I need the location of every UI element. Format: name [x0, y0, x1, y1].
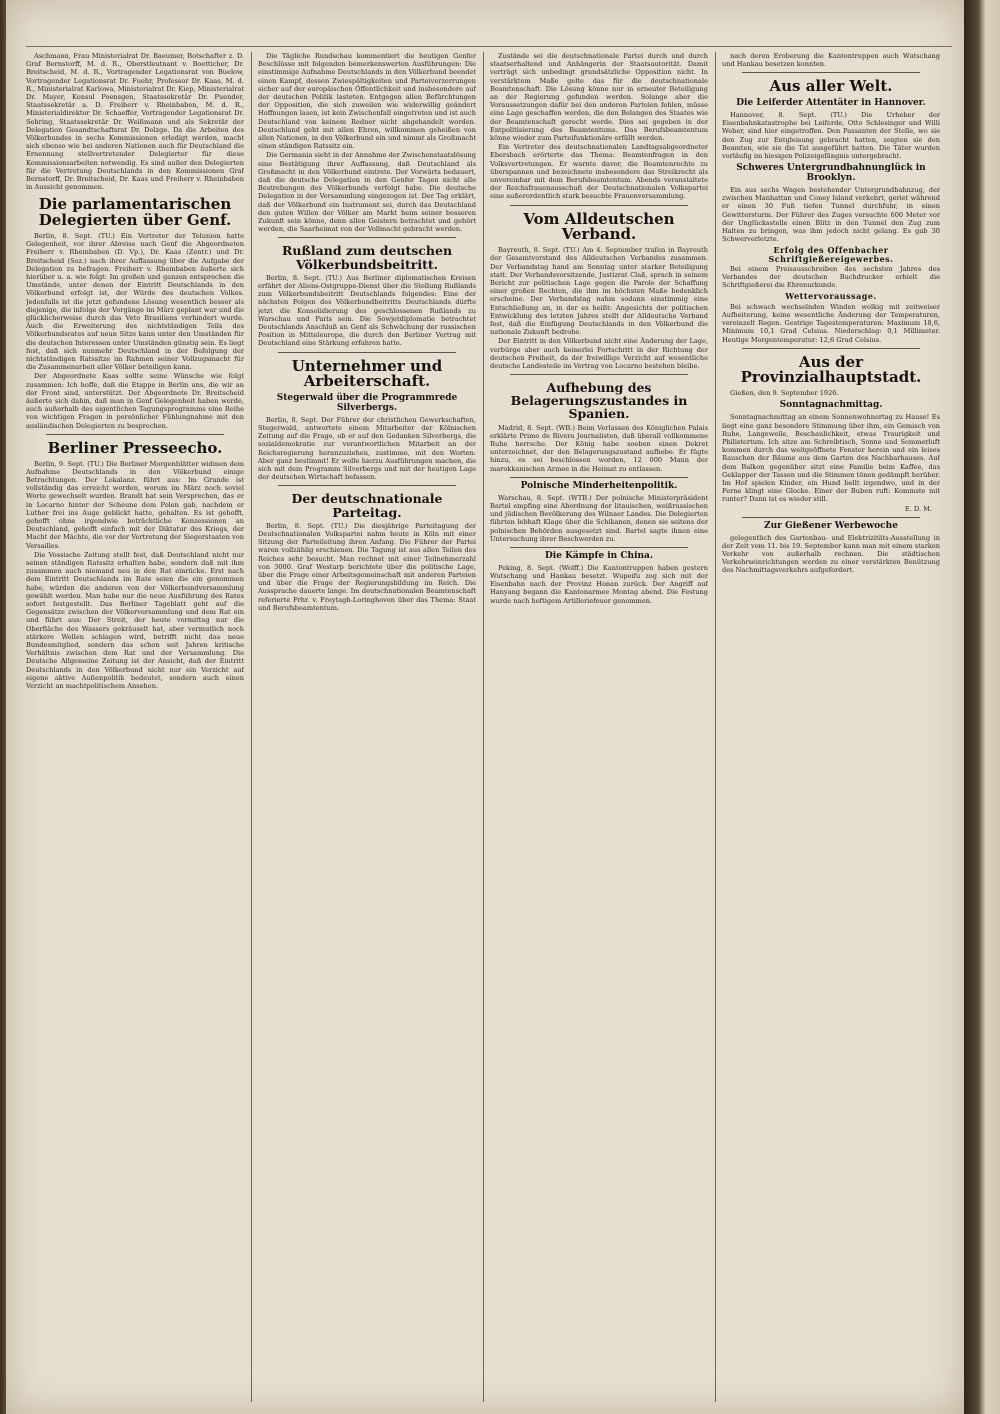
article-text: Ein aus sechs Wagen bestehender Untergrundbahnzug, der zwischen Manhattan und Coney Island verkehrt, geriet während er einen 30 Fuß tiefen Tunnel durchfuhr, in einen Gewittersturm. Der Führer des Zuges versuchte 600 Meter vor der Unglücksstelle einen Blitz in den Tunnel den Zug zum Halten zu bringen, was ihm jedoch nicht gelang. Es gab 30 Schwerverletzte.: [722, 186, 940, 244]
column-3: [490, 52, 708, 1402]
article-text: Peking, 8. Sept. (Wolff.) Die Kantontruppen haben gestern Wutschang und Hankau besetzt. Wupeifu zog sich mit der Eisenbahn nach der Provinz Honan zurück. Der Angriff auf Hanyang begann die Kantonarmee Montag abend. Die Festung wurde nach heftigem Artilleriefeuer genommen.: [490, 563, 708, 605]
article-text: Berlin, 8. Sept. (TU.) Aus Berliner diplomatischen Kreisen erfährt der Aliens-Ostgruppe-Dienst über die Stellung Rußlands zum Völkerbundsbeitritt Deutschlands folgendes: Eine der nächsten Folgen des Völkerbundbeitritts Deutschlands dürfte jetzt die Konsolidierung des geschlossenen Rußlands zu Warschau und Paris sein. Die Sowjetdiplomatie betrachtet Deutschlands Anschluß an Genf als Schwächung der russischen Position in Mitteleuropa, die durch den Berliner Vertrag mit Deutschland eine Stärkung erfahren hatte.: [258, 273, 476, 348]
article-text: Zustände sei die deutschnationale Partei durch und durch staatserhaltend und Anhängerin der Staatsautorität. Damit verträgt sich unbedingt grundsätzliche Opposition nicht. In verstärktem Maße gelte das für die deutschnationale Beamtenschaft. Die Lösung könne nur in erneuter Beteiligung an der Regierung gefunden werden. Solange aber die Voraussetzungen dafür bei den anderen Parteien fehlen, müsse eine Lage geschaffen werden, die den Belangen des Staates wie der Beamtenschaft gerecht werde. Dies sei gegeben in der Entpolitisierung des Beamtentums. Das Berufsbeamtentum könne wieder zum Parteifunktionäre erfüllt werden.: [490, 52, 708, 143]
divider: [510, 547, 688, 548]
column-rule: [251, 52, 252, 1402]
article-text: gelegentlich des Gartenbau- und Elektrizitäts-Ausstellung in der Zeit vom 11. bis 19. September kann man mit einem starken Verkehr von außerhalb rechnen. Die städtischen Verkehrseinrichtungen werden zu einer verstärkten Benützung des Nachmittagsverkehrs aufgefordert.: [722, 533, 940, 575]
headline-press-echo: Berliner Presseecho.: [47, 438, 223, 457]
adjacent-page-edge: [964, 0, 1000, 1414]
article-text: Der Eintritt in den Völkerbund nicht eine Änderung der Lage, verbürge aber auch keinerlei Fortschritt in der Richtung der deutschen Freiheit, da der freiwillige Verzicht auf wesentliche deutsche Landesteile im Vertrag von Locarno bestehen bleibe.: [490, 337, 708, 370]
subheadline-weather: Wettervoraussage.: [785, 291, 877, 302]
divider: [46, 434, 224, 435]
article-columns: [26, 52, 952, 1402]
article-text: Berlin, 8. Sept. (TU.) Ein Vertreter der Telunion hatte Gelegenheit, vor ihrer Abreise nach Genf die Abgeordneten Freiherr v. Rheinbaben (D. Vp.), Dr. Kaas (Zentr.) und Dr. Breitscheid (Soz.) nach ihrer Auffassung über die Aufgabe der Delegation zu befragen. Freiherr v. Rheinbaben äußerte sich hierüber u. a. wie folgt: Im großen und ganzen entsprechen die Umstände, unter denen der Eintritt Deutschlands in den Völkerbund erfolgt ist, der Würde des deutschen Volkes. Jedenfalls ist die jetzt gefundene Lösung wesentlich besser als diejenige, die infolge der Vorgänge im März geplant war und die glücklicherweise durch das Veto Brasiliens verhindert wurde. Auch die Erweiterung des nichtständigen Teils des Völkerbundsrates auf neun Sitze kann unter den Umständen für die deutschen Interessen unter Umständen günstig sein. Es liegt fest, daß sich nunmehr Deutschland in der Befolgung der nichtständigen Ratssitze im Rahmen seiner Vollzugsmacht für die Zusammenarbeit aller Völker beteiligen kann.: [26, 231, 244, 372]
subheadline-leiferde: Die Leiferder Attentäter in Hannover.: [736, 98, 926, 109]
headline-pan-german-league: Vom Alldeutschen Verband.: [523, 209, 675, 244]
article-text: Berlin, 8. Sept. Der Führer der christlichen Gewerkschaften, Stegerwald, antwortete einem Mitarbeiter der Kölnischen Zeitung auf die Frage, ob er auf den Gedanken Silverbergs, die sozialdemokratie zur verantwortlichen Mitarbeit an der Reichsregierung heranzuziehen, zustimme, mit den Worten: Aber ganz bestimmt! Er wolle hierzu Ausführungen machen, die sich mit dem Programm Silverbergs und mit der heutigen Lage der deutschen Wirtschaft befassen.: [258, 415, 476, 482]
headline-china: Die Kämpfe in China.: [544, 550, 653, 561]
author-signature: E. D. M.: [904, 504, 932, 513]
divider: [510, 374, 688, 375]
article-text: Der Abgeordnete Kaas sollte seine Wünsche wie folgt zusammen: Ich hoffe, daß die Etappe in Berlin uns, die wir an der Front sind, unterstützt. Der Abgeordnete Dr. Breitscheid äußerte sich dahin, daß man in Genf Gelegenheit haben werde, auch außerhalb des eigentlichen Tagungsprogramms eine Reihe von wichtigen Fragen in persönlicher Fühlungnahme mit den ausländischen Delegierten zu besprechen.: [26, 372, 244, 430]
headline-from-all-world: Aus aller Welt.: [769, 77, 893, 96]
article-text: Warschau, 8. Sept. (WTB.) Der polnische Ministerpräsident Bartel empfing eine Abordnung der litauischen, weißrussischen und jüdischen Bevölkerung des Wilnaer Landes. Die Delegierten führten lebhaft Klage über die Schikanen, denen sie seitens der polnischen Behörden ausgesetzt sind. Bartel sagte ihnen eine Untersuchung ihrer Beschwerden zu.: [490, 493, 708, 543]
article-text: Bei schwach wechselnden Winden wolkig mit zeitweiser Aufheiterung, keine wesentliche Änderung der Temperaturen, vereinzelt Regen. Gestrige Tagestemperaturen: Maximum 18,6, Minimum 10,1 Grad Celsius. Niederschlag: 0,1 Millimeter. Heutige Morgentemperatur: 12,6 Grad Celsius.: [722, 302, 940, 344]
headline-employers-workers: Unternehmer und Arbeiterschaft.: [291, 356, 443, 391]
article-text: Hannover, 8. Sept. (TU.) Die Urheber der Eisenbahnkatastrophe bei Leiferde, Otto Schlesinger und Willi Weber, sind hier eingetroffen. Den Passanten der Stelle, wo sie den Zug zur Entgleisung gebracht hatten, zeigten sie den Beamten, wie sie die Tat ausgeführt hatten. Die Täter wurden vorläufig im hiesigen Polizeigefängnis untergebracht.: [722, 111, 940, 161]
headline-advertising-week: Zur Gießener Werbewoche: [764, 520, 898, 531]
subheadline-stegerwald: Stegerwald über die Programmrede Silverbergs.: [276, 393, 458, 413]
divider: [742, 348, 920, 349]
subheadline-sunday-afternoon: Sonntagnachmittag.: [779, 400, 883, 411]
delegation-list-text: Aschmann, Frau Ministerialrat Dr. Baeumer, Botschafter z. D. Graf Bernstorff, M. d. R., Oberstleutnant v. Boetticher, Dr. Breitscheid, M. d. R., Vortragender Legationsrat von Buelow, Vortragender Legationsrat Dr. Fuehr, Professor Dr. Kaas, M. d. R., Ministerialrat Karlowa, Ministerialrat Dr. Kiep, Ministerialrat Dr. Mayer, Konsul Poensgen, Staatssekretär Dr. Puender, Staatssekretär a. D. Freiherr v. Rheinbaben, M. d. R., Ministerialdirektor Dr. Schaeffer, Vortragender Legationsrat Dr. Sehring, Staatssekretär Dr. Weißmann und als Sekretär der Delegation Gesandtschaftsrat Dr. Dolzge. Da die Arbeiten des Völkerbundes in sechs Kommissionen erledigt werden, macht sich ebenso wie bei anderen Nationen auch für Deutschland die Ernennung stellvertretender Delegierter für diese Kommissionsarbeiten notwendig. Es sind außer den Delegierten für die Vertretung Deutschlands in den Kommissionen Graf Bernstorff, Dr. Breitscheid, Dr. Kaas und Freiherr v. Rheinbaben in Aussicht genommen.: [26, 52, 244, 192]
subheadline-offenbach: Erfolg des Offenbacher Schriftgießereigewerbes.: [768, 245, 894, 264]
divider: [278, 237, 456, 238]
dateline: Gießen, den 9. September 1926.: [730, 389, 839, 398]
headline-spain: Aufhebung des Belagerungszustandes in Spanien.: [510, 380, 688, 422]
headline-parliamentary-delegates: Die parlamentarischen Delegierten über Genf.: [38, 195, 232, 230]
divider: [742, 517, 920, 518]
newspaper-page: [6, 0, 964, 1414]
divider: [278, 485, 456, 486]
article-text: Die Vossische Zeitung stellt fest, daß Deutschland nicht nur seinen ständigen Ratssitz erhalten habe, sondern daß mit ihm zusammen auch niemand neu in den Rat einrücke. Erst nach dem Eintritt Deutschlands im Rate seien die ein genommen habe, würden die anderen von der Völkerbundversammlung gewählt werden. Man habe nur die neue Ausführung des Rates sofort festgestellt. Das Berliner Tageblatt geht auf die Gegensätze zwischen der Völkerversammlung und dem Rat ein und führt aus: Der Streit, der heute vormittag nur die Oberfläche des Wassers gekräuselt hat, aber vermutlich noch stärkere Wellen schlagen wird, betrifft nicht das neue Bundesmitglied, sondern das schon seit Jahren kritische Verhältnis zwischen dem Rat und der Versammlung. Die Deutsche Allgemeine Zeitung ist der Ansicht, daß der Eintritt Deutschlands in den Völkerbund nicht nur ein Verzicht auf eigene aktive Außenpolitik bedeutet, sondern auch einen Verzicht an machtpolitischem Ansehen.: [26, 550, 244, 691]
column-4: [722, 52, 940, 1402]
article-text: Berlin, 8. Sept. (TU.) Die diesjährige Parteitagung der Deutschnationalen Volkspartei nahm heute in Köln mit einer Sitzung der Parteileitung ihren Anfang. Die Führer der Partei waren vollzählig erschienen. Die Tagung ist aus allen Teilen des Reiches sehr besucht. Man rechnet mit einer Teilnehmerzahl von 3000. Graf Westarp berichtete über die politische Lage, über die Frage einer Arbeitsgemeinschaft mit anderen Parteien und über die Frage der Regierungsbildung im Reich. Die Aussprache dauerte lange. Im deutschnationalen Beamtenschaft referierte Frhr. v. Freytagh-Loringhoven über das Thema: Staat und Berufsbeamtentum.: [258, 521, 476, 612]
article-text: Sonntagnachmittag an einem Sonnenwohnertag zu Hause! Es liegt eine ganz besondere Stimmung über ihm, ein Gemisch von Ruhe, Langeweile, Beschaulichkeit, etwas Traurigkeit und Philistertum. Ich sitze am Schreibtisch, Sonne und Sommerluft kommen durch das weitgeöffnete Fenster herein und ein leises Rauschen der Bäume aus dem Garten des Nachbarhauses. Auf dem Balkon gegenüber sitzt eine Familie beim Kaffee, das Geklapper der Tassen und die Stimmen tönen gedämpft herüber. Im Hof spielen Kinder, ein Hund bellt irgendwo, und in der Ferne klingt eine Glocke. Einer der Buben ruft: Kommste mit runter? Dann ist es wieder still.: [722, 413, 940, 504]
article-text: Bei einem Preisausschreiben des sechsten Jahres des Verbandes der deutschen Buchdrucker erhielt die Schriftgießerei die Ehrenurkunde.: [722, 264, 940, 290]
article-text: Die Germania sieht in der Annahme der Zwischenstaatslösung eine Bestätigung ihrer Auffassung, daß Deutschland als Großmacht in den Völkerbund eintrete. Der Vorwärts bedauert, daß die deutsche Delegation in den Genfer Tagen nicht alle Bestrebungen des Völkerbunds verfolgt habe. Die deutsche Delegation in der Versammlung eingezogen ist. Der Tag erklärt, daß der Völkerbund ein Instrument sei, durch das Deutschland den guten Willen der Völker am Markt heim seiner besseren Zukunft sein könne, denn allen Geistern betrachtet und gehört werden, die Saarheimat von der Vollmacht gebracht werden.: [258, 151, 476, 234]
headline-russia: Rußland zum deutschen Völkerbundsbeitritt.: [281, 243, 453, 272]
headline-party-congress: Der deutschnationale Parteitag.: [291, 491, 443, 520]
column-2: [258, 52, 476, 1402]
column-rule: [483, 52, 484, 1402]
divider: [742, 72, 920, 73]
article-text: Ein Vertreter des deutschnationalen Landtagsabgeordneter Ebersbach erörterte das Thema: Beamtenfragen in den Volksvertretungen. Er warnte davor, die Beamtenrechte zu überspannen und bezeichnete insbesondere das Streikrecht als unvereinbar mit dem Berufsbeamtentum. Abends veranstaltete der Reichsfrauenausschuß der Deutschnationalen Volkspartei eine außerordentlich stark besuchte Frauenversammlung.: [490, 143, 708, 201]
column-1: [26, 52, 244, 1402]
article-text: Bayreuth, 8. Sept. (TU.) Am 4. September trafen in Bayreuth der Gesamtvorstand des Alldeutschen Verbandes zusammen. Der Verbandstag hand am Sonntag unter starker Beteiligung statt. Der Verbandsvorsitzende, Justizrat Claß, sprach in seinem Bericht zur politischen Lage gegen die Parole der Schaffung einer großen Rechten, die ihm im höchsten Maße bedenklich erscheine. Der Verbandstag nahm sodann einstimmig eine Entschließung an, in der es heißt: Angesichts der politischen Entwicklung des letzten Jahres stellt der Alldeutsche Verband fest, daß die Einfügung Deutschlands in den Völkerbund die nationale Zukunft bedrohe.: [490, 246, 708, 337]
article-text: Die Tägliche Rundschau kommentiert die heutigen Genfer Beschlüsse mit folgenden bemerkenswerten Ausführungen: Die einstimmige Aufnahme Deutschlands in den Völkerbund beendet einen Kampf, dessen Zwiespältigkeiten und Parteiverzerrungen sicher auf der europäischen Öffentlichkeit und insbesondere auf der deutschen Politik lasteten. Entgegen allen Befürchtungen der Opposition, die sich zuweilen wie widerwillig geändert Hoffnungen lasen, ist kein Zwischenfall eingetreten und ist auch Deutschland von keinem Redner nicht abgehandelt worden. Deutschland geht mit allen Ehren, willkommen geheißen von allen Nationen, in den Völkerbund ein und nimmt als Großmacht einen ständigen Ratssitz ein.: [258, 52, 476, 151]
divider: [510, 205, 688, 206]
subheadline-brooklyn: Schweres Untergrundbahnunglück in Brooklyn.: [736, 163, 926, 184]
headline-provincial-capital: Aus der Provinzialhauptstadt.: [740, 352, 922, 387]
top-rule: [26, 46, 952, 47]
headline-polish-minorities: Polnische Minderheitenpolitik.: [520, 480, 678, 491]
article-text: nach deren Eroberung die Kantontruppen auch Wutschang und Hankau besetzen konnten.: [722, 52, 940, 69]
divider: [510, 477, 688, 478]
article-text: Berlin, 9. Sept. (TU.) Die Berliner Morgenblätter widmen dem Aufnahme Deutschlands in den Völkerbund einige Betrachtungen. Der Lokalanz. führt aus: Im Grunde ist vollständig das erreicht worden, worum im März noch soviel Worte gewechselt wurden. Brandt hat sein Versprechen, das er in Locarno hinter der Scheune dem Polen gab, nachdem er Luther frei ins Auge geblickt hatte, gehalten. Es ist gehofft, gehofft ohne irgendwie beträchtliche Konzessionen an Deutschland, gehofft einfach mit der Diktatur des Kriegs, der Macht der Mächte, die vor der Vertretung der Siegerstaaten von Versailles.: [26, 459, 244, 550]
column-rule: [715, 52, 716, 1402]
article-text: Madrid, 8. Sept. (WB.) Beim Verlassen des Königlichen Palais erklärte Primo de Rivera Journalisten, daß überall vollkommene Ruhe herrsche. Der König habe soeben einen Dekret unterzeichnet, der den Belagerungszustand aufhebe. Er fügte hinzu, es sei beschlossen worden, 12 000 Mann der marokkanischen Armee in die Heimat zu entlassen.: [490, 423, 708, 473]
divider: [278, 352, 456, 353]
